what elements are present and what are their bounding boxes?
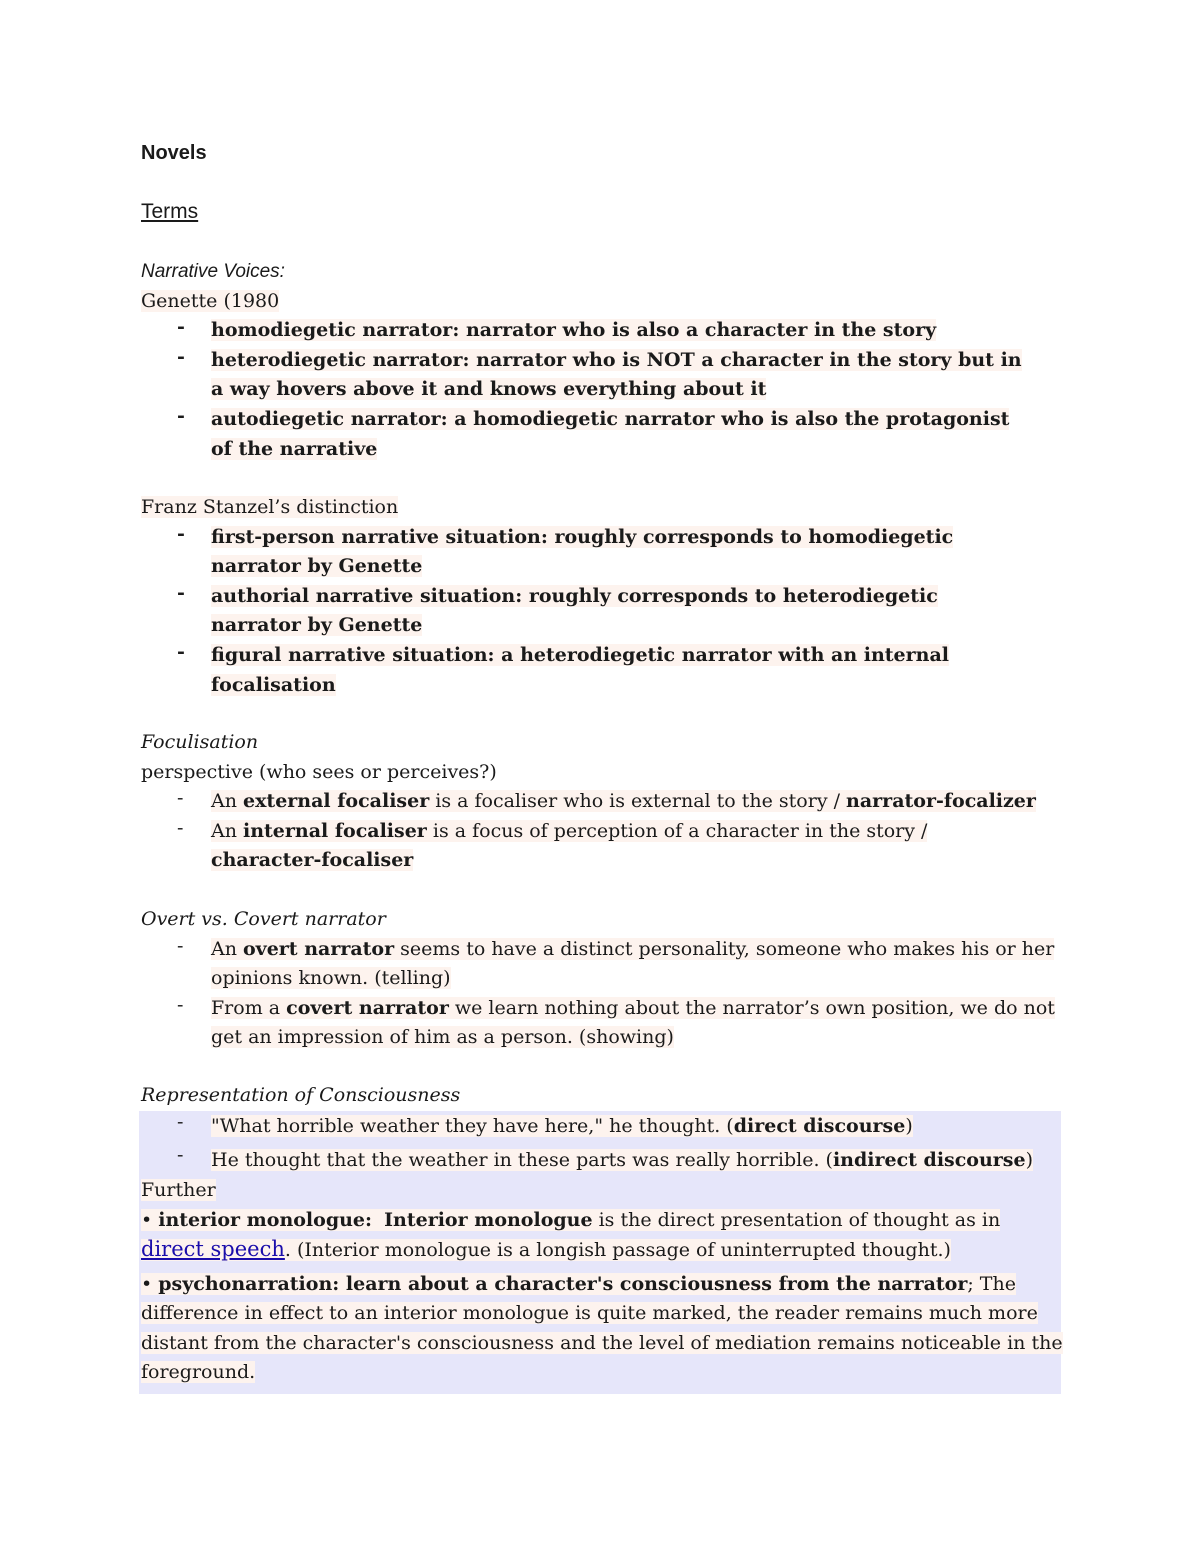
list-item-homodiegetic: - homodiegetic narrator: narrator who is also a character in the story (177, 316, 937, 342)
focalisation-heading: Foculisation (141, 731, 259, 753)
focalisation-definition: perspective (who sees or perceives?) (141, 760, 497, 783)
list-item-covert-narrator: - From a covert narrator we learn nothing about the narrator’s own position, we do not get an impression of him as a person. (showing) (177, 993, 1055, 1049)
section-heading-terms: Terms (141, 200, 199, 223)
stanzel-heading: Franz Stanzel’s distinction (141, 496, 399, 518)
focalisation-section (141, 728, 1061, 876)
list-item-heterodiegetic: - heterodiegetic narrator: narrator who is NOT a character in the story but in a way hovers above it and knows everything about it (177, 345, 1022, 401)
overt-covert-heading: Overt vs. Covert narrator (141, 908, 386, 930)
consciousness-heading: Representation of Consciousness (141, 1084, 461, 1106)
overt-covert-section (141, 905, 1061, 1053)
list-item-figural: - figural narrative situation: a heterodiegetic narrator with an internal focalisation (177, 640, 950, 696)
consciousness-section (141, 1081, 1061, 1111)
psychonarration-paragraph: • psychonarration: learn about a character's consciousness from the narrator; The difference in effect to an interior monologue is quite marked, the reader remains much more distant from the character's consciousness and the level of mediation remains noticeable in the foreground. (141, 1272, 1063, 1384)
list-item-authorial: - authorial narrative situation: roughly corresponds to heterodiegetic narrator by Genette (177, 581, 938, 637)
interior-monologue-paragraph: • interior monologue: Interior monologue is the direct presentation of thought as in direct speech. (Interior monologue is a longish passage of uninterrupted thought.) (141, 1208, 1001, 1262)
list-item-external-focaliser: - An external focaliser is a focaliser who is external to the story / narrator-focalizer (177, 787, 1036, 813)
list-item-overt-narrator: - An overt narrator seems to have a distinct personality, someone who makes his or her opinions known. (telling) (177, 934, 1055, 990)
narrative-voices-heading: Narrative Voices: (141, 261, 285, 282)
list-item-internal-focaliser: - An internal focaliser is a focus of perception of a character in the story / character-focaliser (177, 816, 928, 872)
list-item-first-person: - first-person narrative situation: roughly corresponds to homodiegetic narrator by Genette (177, 522, 954, 578)
further-label: Further (141, 1179, 216, 1201)
list-item-direct-discourse: - "What horrible weather they have here," he thought. (direct discourse) (177, 1111, 913, 1137)
list-item-indirect-discourse: - He thought that the weather in these parts was really horrible. (indirect discourse) (177, 1144, 1034, 1171)
list-item-autodiegetic: - autodiegetic narrator: a homodiegetic narrator who is also the protagonist of the narrative (177, 404, 1010, 460)
narrative-voices-section (141, 257, 1061, 464)
consciousness-highlight-block (139, 1111, 1061, 1394)
genette-source: Genette (1980 (141, 289, 280, 312)
stanzel-section (141, 493, 1061, 700)
direct-speech-link[interactable]: direct speech (141, 1237, 285, 1262)
page-title: Novels (141, 142, 207, 164)
